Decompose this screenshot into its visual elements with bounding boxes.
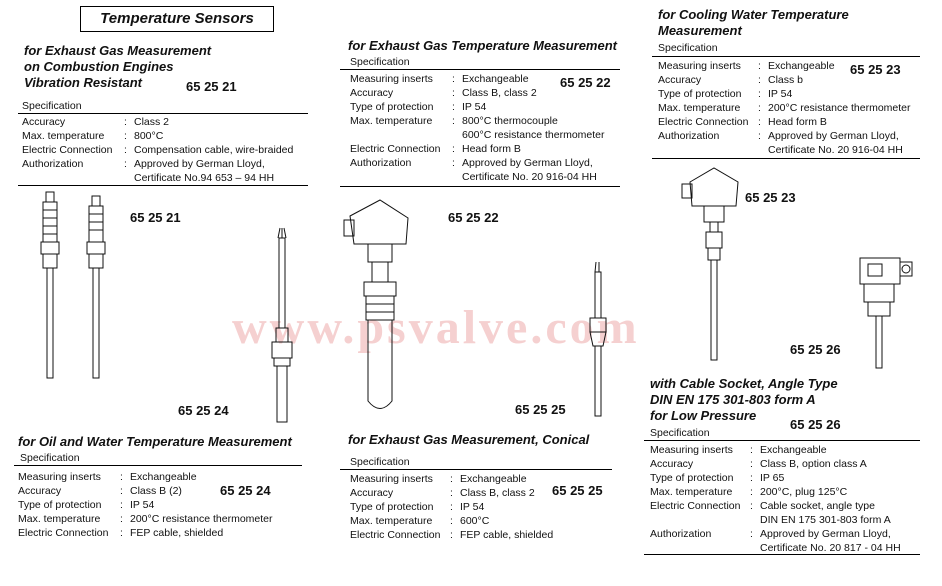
spec-key: Electric Connection (22, 144, 113, 156)
rule (340, 69, 620, 70)
spec-value: Exchangeable (462, 73, 529, 85)
product-code: 65 25 23 (850, 62, 901, 77)
spec-row (22, 129, 293, 143)
image-label-652521: 65 25 21 (130, 210, 181, 225)
spec-key: Type of protection (658, 88, 742, 100)
spec-row (658, 143, 911, 157)
spec-label: Specification (22, 100, 82, 112)
spec-key: Measuring inserts (350, 473, 433, 485)
sensor-652521-a-icon (36, 192, 66, 387)
spec-row (22, 115, 293, 129)
spec-colon: : (450, 515, 453, 527)
product-code: 65 25 22 (560, 75, 611, 90)
heading-line: for Exhaust Gas Temperature Measurement (348, 38, 617, 53)
spec-key: Type of protection (18, 499, 102, 511)
spec-key: Max. temperature (18, 513, 101, 525)
spec-key: Max. temperature (650, 486, 733, 498)
sensor-652524-icon (262, 228, 302, 428)
rule (14, 465, 302, 466)
spec-row (18, 512, 273, 526)
spec-value: 200°C resistance thermometer (768, 102, 911, 114)
spec-key (650, 513, 750, 527)
rule (340, 186, 620, 187)
rule (18, 113, 308, 114)
spec-row (658, 101, 911, 115)
spec-value: 800°C thermocouple (462, 115, 558, 127)
heading-line: for Exhaust Gas Measurement, Conical (348, 432, 590, 447)
spec-row (18, 526, 273, 540)
spec-key: Accuracy (658, 74, 702, 86)
spec-key (350, 170, 452, 184)
spec-colon: : (450, 487, 453, 499)
spec-row (650, 527, 901, 541)
sensor-652522-icon (340, 196, 420, 421)
spec-colon: : (120, 471, 123, 483)
spec-row (650, 541, 901, 555)
spec-value: Approved by German Lloyd, (134, 158, 265, 170)
spec-value: 600°C resistance thermometer (462, 129, 605, 141)
spec-colon: : (450, 473, 453, 485)
spec-colon: : (758, 60, 761, 72)
spec-colon: : (124, 116, 127, 128)
spec-table-exhaust-conical (350, 472, 553, 542)
spec-colon: : (452, 101, 455, 113)
page-title: Temperature Sensors (80, 6, 274, 32)
spec-row (658, 129, 911, 143)
spec-value: Approved by German Lloyd, (462, 157, 593, 169)
spec-key: Measuring inserts (650, 444, 733, 456)
spec-colon: : (758, 102, 761, 114)
product-code: 65 25 24 (220, 483, 271, 498)
spec-row (18, 498, 273, 512)
spec-colon: : (450, 501, 453, 513)
heading-line: with Cable Socket, Angle Type (650, 376, 838, 391)
spec-row (350, 514, 553, 528)
spec-value: Certificate No. 20 916-04 HH (462, 171, 597, 183)
rule (644, 554, 920, 555)
spec-label: Specification (20, 452, 80, 464)
spec-key (658, 143, 758, 157)
rule (340, 469, 612, 470)
watermark: www.psvalve.com (232, 301, 640, 354)
spec-key: Electric Connection (350, 529, 441, 541)
product-code: 65 25 25 (552, 483, 603, 498)
image-label-652526: 65 25 26 (790, 342, 841, 357)
spec-row (350, 142, 605, 156)
spec-table-cooling-water (658, 59, 911, 157)
spec-value: 200°C resistance thermometer (130, 513, 273, 525)
spec-label: Specification (658, 42, 718, 54)
heading-line: for Low Pressure (650, 408, 757, 423)
spec-colon: : (750, 528, 753, 540)
spec-key (22, 171, 124, 185)
spec-colon: : (758, 74, 761, 86)
spec-row (350, 86, 605, 100)
spec-row (350, 156, 605, 170)
spec-row (350, 500, 553, 514)
spec-row (350, 528, 553, 542)
product-code: 65 25 26 (790, 417, 841, 432)
spec-value: 800°C (134, 130, 164, 142)
spec-key: Measuring inserts (658, 60, 741, 72)
sensor-652521-b-icon (82, 196, 112, 386)
spec-key: Measuring inserts (350, 73, 433, 85)
spec-value: IP 54 (768, 88, 793, 100)
spec-value: Approved by German Lloyd, (760, 528, 891, 540)
spec-row (350, 100, 605, 114)
spec-value: Class b (768, 74, 804, 86)
spec-table-oil-water (18, 470, 273, 540)
spec-value: FEP cable, shielded (460, 529, 554, 541)
spec-value: Head form B (462, 143, 521, 155)
heading-exhaust-conical (348, 432, 589, 448)
spec-key: Accuracy (22, 116, 66, 128)
spec-key: Type of protection (350, 101, 434, 113)
spec-value: 200°C, plug 125°C (760, 486, 848, 498)
spec-value: FEP cable, shielded (130, 527, 224, 539)
spec-row (22, 171, 293, 185)
sensor-652525-icon (578, 262, 618, 422)
spec-row (658, 59, 911, 73)
spec-colon: : (120, 527, 123, 539)
spec-colon: : (452, 87, 455, 99)
spec-key: Measuring inserts (18, 471, 101, 483)
heading-exhaust-temp (348, 38, 617, 54)
sensor-652526-icon (850, 252, 920, 372)
heading-line: Measurement (658, 23, 742, 38)
spec-colon: : (758, 88, 761, 100)
image-label-652524: 65 25 24 (178, 403, 229, 418)
spec-row (650, 471, 901, 485)
rule (652, 158, 920, 159)
spec-table-cable-socket (650, 443, 901, 555)
sensor-652523-icon (680, 164, 750, 364)
spec-key: Electric Connection (650, 500, 741, 512)
spec-key: Authorization (350, 157, 412, 169)
spec-colon: : (452, 73, 455, 85)
spec-row (650, 513, 901, 527)
spec-colon (750, 541, 760, 555)
spec-value: Approved by German Lloyd, (768, 130, 899, 142)
heading-line: for Exhaust Gas Measurement (24, 43, 212, 58)
spec-row (350, 114, 605, 128)
spec-value: DIN EN 175 301-803 form A (760, 514, 891, 526)
heading-exhaust-combustion (24, 43, 211, 91)
spec-value: IP 65 (760, 472, 785, 484)
spec-colon: : (124, 130, 127, 142)
spec-value: Exchangeable (130, 471, 197, 483)
spec-colon: : (452, 115, 455, 127)
heading-line: Vibration Resistant (24, 75, 142, 90)
image-label-652525: 65 25 25 (515, 402, 566, 417)
spec-value: IP 54 (460, 501, 485, 513)
spec-row (350, 472, 553, 486)
spec-key: Electric Connection (350, 143, 441, 155)
spec-table-exhaust-combustion (22, 115, 293, 185)
spec-colon: : (750, 500, 753, 512)
spec-row (350, 72, 605, 86)
spec-key: Max. temperature (658, 102, 741, 114)
spec-key (650, 541, 750, 555)
spec-label: Specification (650, 427, 710, 439)
spec-colon (750, 513, 760, 527)
spec-key: Accuracy (18, 485, 62, 497)
spec-key: Type of protection (650, 472, 734, 484)
rule (18, 185, 308, 186)
spec-colon: : (124, 144, 127, 156)
spec-key: Electric Connection (18, 527, 109, 539)
spec-colon: : (750, 472, 753, 484)
heading-line: DIN EN 175 301-803 form A (650, 392, 816, 407)
spec-value: 600°C (460, 515, 490, 527)
spec-value: Class B, class 2 (460, 487, 535, 499)
spec-key: Type of protection (350, 501, 434, 513)
spec-key: Max. temperature (350, 515, 433, 527)
spec-key: Authorization (650, 528, 712, 540)
image-label-652522: 65 25 22 (448, 210, 499, 225)
spec-value: Cable socket, angle type (760, 500, 875, 512)
spec-row (18, 470, 273, 484)
spec-value: Certificate No. 20 817 - 04 HH (760, 542, 901, 554)
spec-value: Head form B (768, 116, 827, 128)
spec-colon: : (750, 444, 753, 456)
heading-line: on Combustion Engines (24, 59, 174, 74)
spec-value: Certificate No. 20 916-04 HH (768, 144, 903, 156)
spec-value: Compensation cable, wire-braided (134, 144, 294, 156)
heading-cooling-water (658, 7, 849, 39)
spec-key: Accuracy (350, 487, 394, 499)
spec-row (350, 128, 605, 142)
spec-row (650, 499, 901, 513)
spec-row (650, 457, 901, 471)
spec-colon: : (120, 499, 123, 511)
heading-line: for Cooling Water Temperature (658, 7, 849, 22)
heading-oil-water (18, 434, 292, 450)
spec-row (658, 87, 911, 101)
spec-value: Class B, option class A (760, 458, 867, 470)
spec-row (650, 485, 901, 499)
spec-colon: : (758, 116, 761, 128)
spec-value: Class B, class 2 (462, 87, 537, 99)
spec-colon (758, 143, 768, 157)
spec-colon: : (750, 458, 753, 470)
rule (644, 440, 920, 441)
rule (652, 56, 920, 57)
spec-row (22, 143, 293, 157)
spec-value: Exchangeable (460, 473, 527, 485)
spec-value: IP 54 (462, 101, 487, 113)
heading-line: for Oil and Water Temperature Measurement (18, 434, 292, 449)
spec-colon (452, 128, 462, 142)
product-code: 65 25 21 (186, 79, 237, 94)
spec-colon: : (120, 485, 123, 497)
spec-value: Class 2 (134, 116, 170, 128)
spec-row (350, 486, 553, 500)
spec-key: Electric Connection (658, 116, 749, 128)
spec-colon: : (124, 158, 127, 170)
spec-row (350, 170, 605, 184)
spec-key: Accuracy (350, 87, 394, 99)
spec-value: Certificate No.94 653 – 94 HH (134, 172, 275, 184)
spec-key: Max. temperature (22, 130, 105, 142)
spec-row (650, 443, 901, 457)
spec-key (350, 128, 452, 142)
spec-key: Accuracy (650, 458, 694, 470)
spec-colon: : (758, 130, 761, 142)
spec-colon: : (750, 486, 753, 498)
image-label-652523: 65 25 23 (745, 190, 796, 205)
spec-label: Specification (350, 56, 410, 68)
spec-colon: : (452, 143, 455, 155)
spec-table-exhaust-temp (350, 72, 605, 184)
spec-colon: : (120, 513, 123, 525)
spec-colon (452, 170, 462, 184)
spec-row (18, 484, 273, 498)
spec-key: Max. temperature (350, 115, 433, 127)
spec-value: Exchangeable (760, 444, 827, 456)
spec-colon: : (452, 157, 455, 169)
spec-key: Authorization (658, 130, 720, 142)
spec-value: IP 54 (130, 499, 155, 511)
spec-row (658, 115, 911, 129)
spec-colon (124, 171, 134, 185)
spec-value: Class B (2) (130, 485, 182, 497)
spec-key: Authorization (22, 158, 84, 170)
spec-label: Specification (350, 456, 410, 468)
spec-row (658, 73, 911, 87)
spec-row (22, 157, 293, 171)
spec-value: Exchangeable (768, 60, 835, 72)
spec-colon: : (450, 529, 453, 541)
